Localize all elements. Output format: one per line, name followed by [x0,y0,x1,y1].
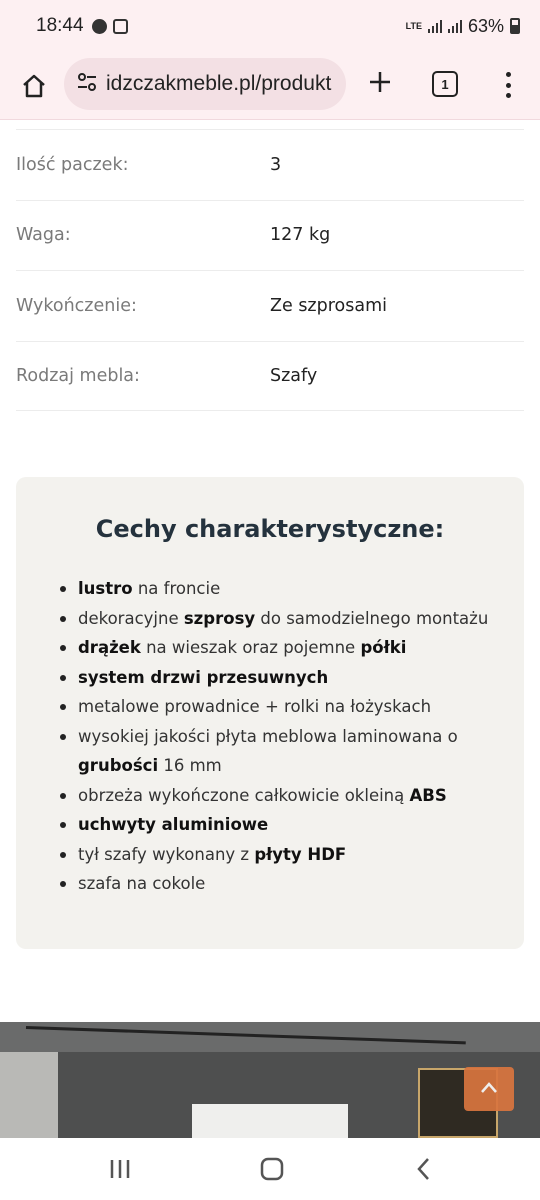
feature-text: tył szafy wykonany z [78,844,255,864]
features-card [16,477,524,949]
feature-bold-text: szprosy [183,608,256,628]
feature-bold-text: półki [360,638,407,657]
notification-icon [92,19,107,34]
screenshot-notification-icon [113,19,128,34]
feature-item [60,574,500,604]
spec-row [16,270,524,341]
features-title: Cechy charakterystyczne: [95,515,445,543]
features-list [60,574,500,899]
photo-wardrobe [192,1104,348,1138]
feature-text: szafa na cokole [78,874,206,893]
feature-item [60,722,500,781]
arrow-up-icon[interactable] [464,1067,514,1111]
tune-icon[interactable] [76,72,98,96]
network-type: LTE [405,20,422,31]
spec-row [16,341,524,412]
status-bar [0,0,540,52]
feature-item [60,633,500,663]
feature-item [60,604,500,634]
feature-text: metalowe prowadnice + rolki na łożyskach [78,697,432,716]
tab-switcher-icon[interactable] [432,71,458,97]
feature-text: na wieszak oraz pojemne [140,638,361,657]
status-time: 18:44 [36,15,84,36]
feature-item [60,663,500,693]
product-photo [0,1022,540,1138]
feature-item [60,810,500,840]
spec-label: Ilość paczek: [16,154,129,175]
photo-curtain [0,1052,58,1138]
spec-row [16,129,524,200]
feature-bold-text: system drzwi przesuwnych [78,667,329,687]
browser-toolbar [0,52,540,120]
spec-label: Wykończenie: [16,295,137,316]
notification-icons [92,19,128,34]
feature-text: wysokiej jakości płyta meblowa laminowana o [78,726,458,746]
feature-bold-text: ABS [409,785,447,805]
spec-label: Waga: [16,225,71,246]
url-text: idzczakmeble.pl/produkt [106,72,332,95]
status-right [406,16,520,37]
feature-text: obrzeża wykończone całkowicie okleiną [78,785,410,805]
spec-row [16,200,524,271]
feature-bold-text: płyty HDF [254,844,347,864]
feature-bold-text: grubości [78,756,159,775]
battery-percent: 63% [467,15,504,36]
recents-icon[interactable] [100,1152,140,1186]
home-icon[interactable] [14,66,54,106]
spec-value: 3 [270,154,282,175]
feature-text: dekoracyjne [78,608,184,628]
spec-table [16,129,524,411]
back-icon[interactable] [404,1152,444,1186]
tab-count: 1 [441,76,449,92]
spec-value: 127 kg [270,225,331,246]
plus-icon[interactable] [362,64,398,100]
feature-item [60,869,500,899]
feature-bold-text: drążek [78,638,141,657]
more-vert-icon[interactable] [496,68,520,102]
address-bar[interactable] [64,58,346,110]
feature-bold-text: uchwyty aluminiowe [78,815,269,834]
feature-text: do samodzielnego montażu [255,608,489,628]
feature-item [60,840,500,870]
signal-icon-2 [448,19,462,33]
feature-text: na froncie [132,579,221,598]
nav-home-icon[interactable] [252,1152,292,1186]
spec-value: Szafy [270,365,318,386]
signal-icon [428,19,442,33]
feature-bold-text: lustro [78,579,133,598]
battery-icon [510,18,520,34]
system-nav-bar [0,1138,540,1200]
feature-item [60,692,500,722]
spec-label: Rodzaj mebla: [16,365,140,386]
feature-item [60,781,500,811]
feature-text: 16 mm [158,756,222,775]
spec-value: Ze szprosami [270,295,387,316]
